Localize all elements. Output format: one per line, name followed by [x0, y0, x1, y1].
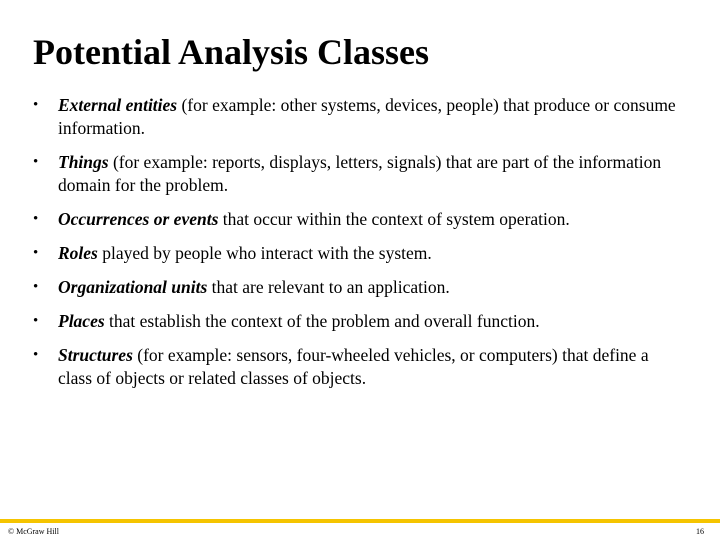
- bullet-text: (for example: other systems, devices, people) that produce or consume information.: [58, 95, 676, 138]
- footer-copyright: © McGraw Hill: [8, 527, 59, 536]
- bullet-item-occurrences: [33, 208, 683, 231]
- bullet-marker: •: [33, 154, 39, 170]
- bullet-marker: •: [33, 313, 39, 329]
- bullet-item-places: [33, 310, 683, 333]
- bullet-marker: •: [33, 97, 39, 113]
- bullet-text: played by people who interact with the system.: [97, 243, 432, 263]
- bullet-list: [33, 94, 683, 401]
- bullet-text: that occur within the context of system operation.: [218, 209, 570, 229]
- bullet-text: that establish the context of the problem and overall function.: [104, 311, 540, 331]
- bullet-text: (for example: reports, displays, letters, signals) that are part of the information domain for the problem.: [58, 152, 662, 195]
- slide-title: Potential Analysis Classes: [33, 32, 430, 72]
- bullet-item-structures: [33, 344, 683, 390]
- bullet-item-roles: [33, 242, 683, 265]
- bullet-term: Occurrences or events: [58, 209, 219, 229]
- bullet-term: Places: [58, 311, 105, 331]
- bullet-term: Roles: [58, 243, 98, 263]
- page-number: 16: [696, 527, 704, 536]
- bullet-marker: •: [33, 347, 39, 363]
- bullet-marker: •: [33, 279, 39, 295]
- bullet-item-external-entities: [33, 94, 683, 140]
- bullet-term: Things: [58, 152, 109, 172]
- footer-accent-bar: [0, 519, 720, 523]
- bullet-marker: •: [33, 211, 39, 227]
- bullet-term: External entities: [58, 95, 178, 115]
- bullet-text: (for example: sensors, four-wheeled vehicles, or computers) that define a class of objects or related classes of objects.: [58, 345, 649, 388]
- bullet-text: that are relevant to an application.: [207, 277, 450, 297]
- bullet-item-organizational-units: [33, 276, 683, 299]
- bullet-term: Structures: [58, 345, 133, 365]
- bullet-term: Organizational units: [58, 277, 208, 297]
- bullet-marker: •: [33, 245, 39, 261]
- bullet-item-things: [33, 151, 683, 197]
